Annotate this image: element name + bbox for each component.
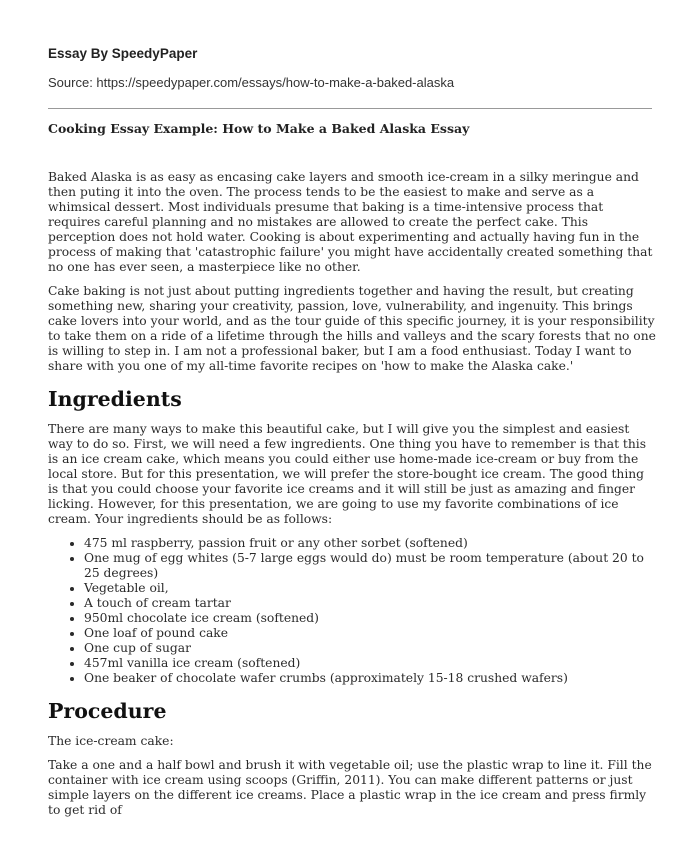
list-item: • One cup of sugar xyxy=(84,641,656,656)
list-item: • Vegetable oil, xyxy=(84,581,656,596)
essay-body xyxy=(48,170,656,827)
procedure-heading: Procedure xyxy=(48,699,167,723)
list-item: • One mug of egg whites (5-7 large eggs would do) must be room temperature (about 20 to 25 degrees) xyxy=(84,551,656,581)
list-item: • One loaf of pound cake xyxy=(84,626,656,641)
source-line: Source: https://speedypaper.com/essays/how-to-make-a-baked-alaska xyxy=(48,75,455,90)
ingredients-list xyxy=(48,536,656,686)
procedure-subheading: The ice-cream cake: xyxy=(48,734,174,748)
ingredients-heading: Ingredients xyxy=(48,387,182,411)
list-item: • One beaker of chocolate wafer crumbs (approximately 15-18 crushed wafers) xyxy=(84,671,656,686)
intro-paragraph: Baked Alaska is as easy as encasing cake layers and smooth ice-cream in a silky meringue and then puting it into the oven. The process tends to be the easiest to make and serve as a whimsical dessert. Most individuals presume that baking is a time-intensive process that requires careful planning and no mistakes are allowed to create the perfect cake. This perception does not hold water. Cooking is about experimenting and actually having fun in the process of making that 'catastrophic failure' you might have accidentally created something that no one has ever seen, a masterpiece like no other. xyxy=(48,170,653,274)
header-divider xyxy=(48,108,652,109)
intro-paragraph: Cake baking is not just about putting ingredients together and having the result, but creating something new, sharing your creativity, passion, love, vulnerability, and ingenuity. This brings cake lovers into your world, and as the tour guide of this specific journey, it is your responsibility to take them on a ride of a lifetime through the hills and valleys and the scary forests that no one is willing to step in. I am not a professional baker, but I am a food enthusiast. Today I want to share with you one of my all-time favorite recipes on 'how to make the Alaska cake.' xyxy=(48,284,656,373)
list-item: • 950ml chocolate ice cream (softened) xyxy=(84,611,656,626)
procedure-paragraph: Take a one and a half bowl and brush it with vegetable oil; use the plastic wrap to line it. Fill the container with ice cream using scoops (Griffin, 2011). You can make different patterns or just simple layers on the different ice creams. Place a plastic wrap in the ice cream and press firmly to get rid of xyxy=(48,758,652,817)
essay-title: Cooking Essay Example: How to Make a Baked Alaska Essay xyxy=(48,121,470,136)
ingredients-paragraph: There are many ways to make this beautiful cake, but I will give you the simplest and easiest way to do so. First, we will need a few ingredients. One thing you have to remember is that this is an ice cream cake, which means you could either use home-made ice-cream or buy from the local store. But for this presentation, we will prefer the store-bought ice cream. The good thing is that you could choose your favorite ice creams and it will still be just as amazing and finger licking. However, for this presentation, we are going to use my favorite combinations of ice cream. Your ingredients should be as follows: xyxy=(48,422,647,526)
list-item: • 475 ml raspberry, passion fruit or any other sorbet (softened) xyxy=(84,536,656,551)
list-item: • A touch of cream tartar xyxy=(84,596,656,611)
site-title: Essay By SpeedyPaper xyxy=(48,46,198,61)
list-item: • 457ml vanilla ice cream (softened) xyxy=(84,656,656,671)
